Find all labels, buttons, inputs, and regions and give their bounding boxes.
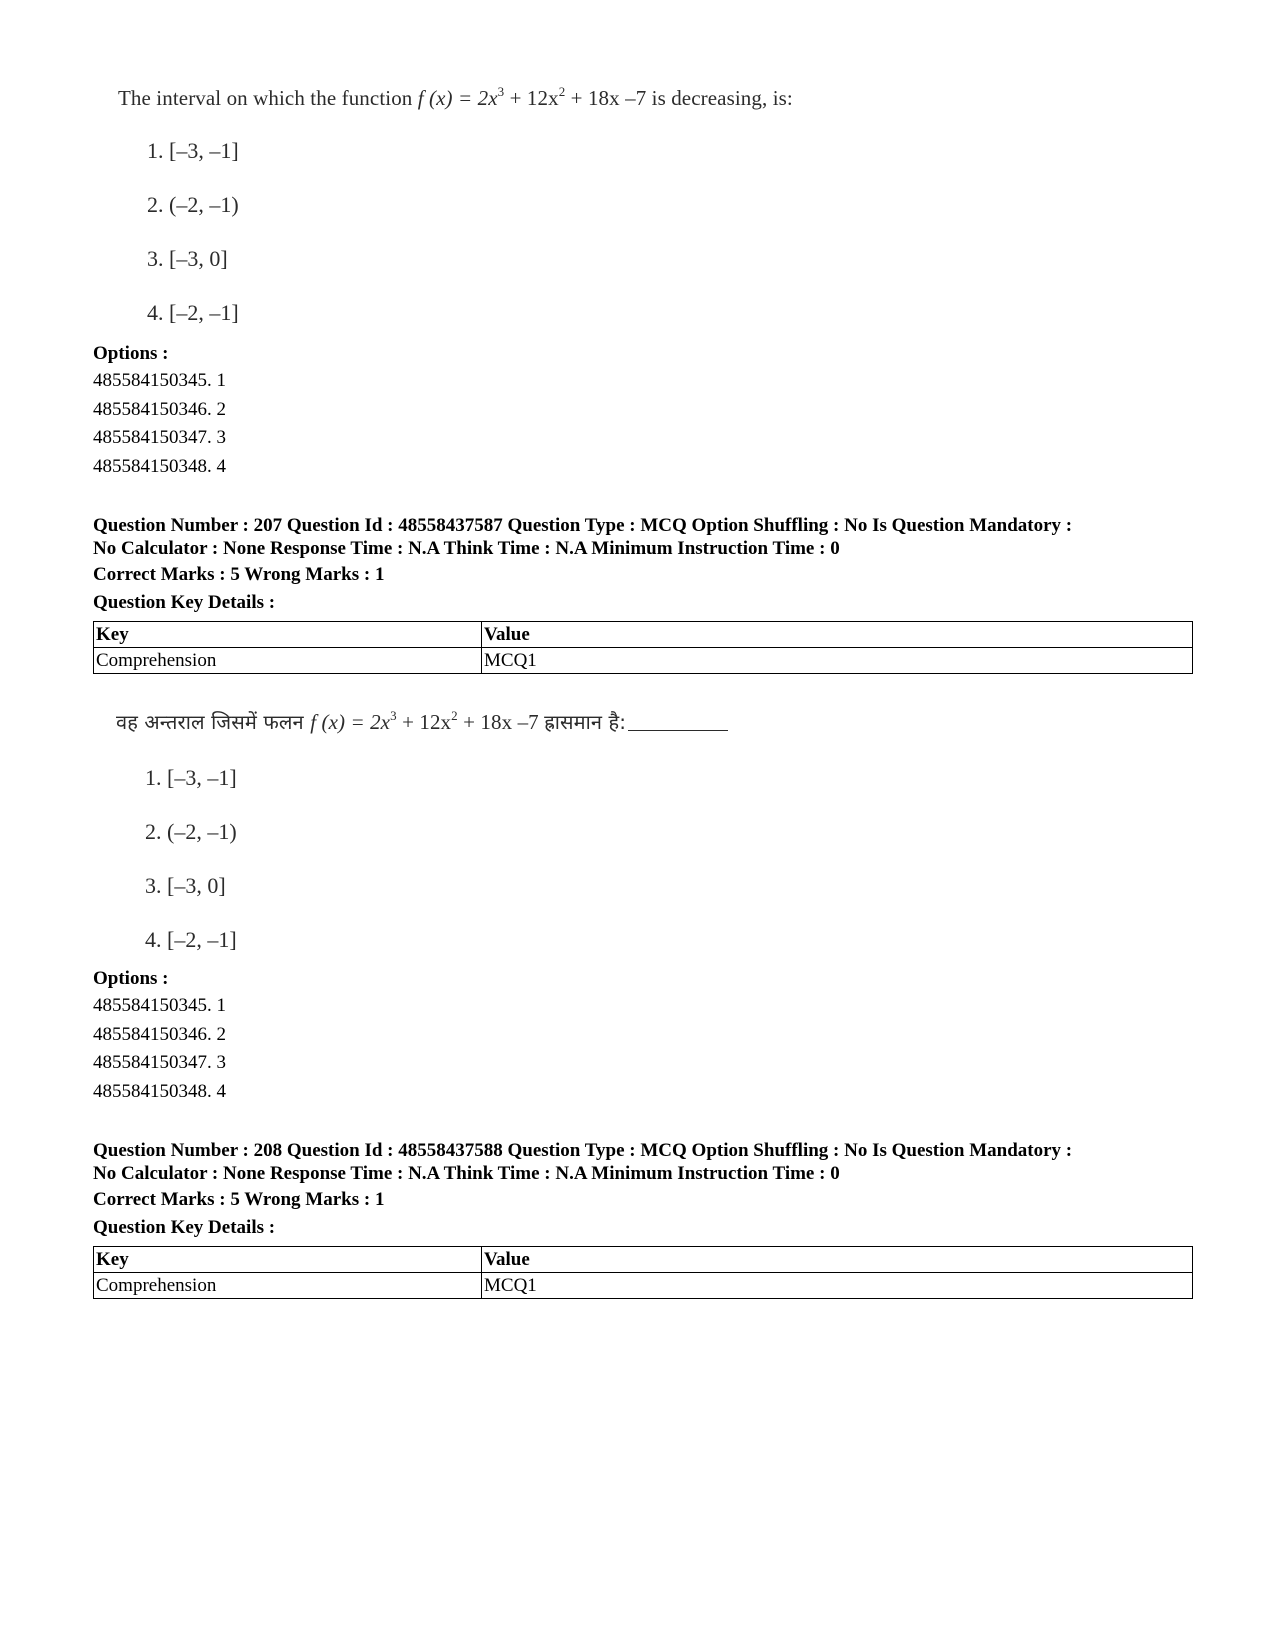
answer-blank bbox=[628, 730, 728, 731]
option-item: 485584150348. 4 bbox=[93, 1080, 226, 1102]
choice-item: 1. [–3, –1] bbox=[147, 138, 239, 163]
stem-function: f (x) = 2x bbox=[310, 710, 391, 734]
meta-line: Question Number : 207 Question Id : 48558437587 Question Type : MCQ Option Shuffling : No Is Question Mandatory : bbox=[93, 515, 1073, 536]
stem-term: + 12x bbox=[396, 710, 452, 734]
meta-line: No Calculator : None Response Time : N.A Think Time : N.A Minimum Instruction Time : 0 bbox=[93, 1162, 840, 1184]
stem-exponent: 2 bbox=[558, 84, 566, 99]
stem-text: ह्रासमान है: bbox=[544, 710, 627, 734]
choice-item: 4. [–2, –1] bbox=[145, 927, 237, 952]
table-header-row bbox=[94, 622, 1193, 648]
stem-term: + 18x –7 bbox=[457, 710, 545, 734]
meta-line: Question Number : 208 Question Id : 48558437588 Question Type : MCQ Option Shuffling : No Is Question Mandatory : bbox=[93, 1140, 1073, 1161]
stem-term: + 12x bbox=[504, 86, 559, 110]
table-cell-value: MCQ1 bbox=[482, 648, 1193, 674]
choice-item: 2. (–2, –1) bbox=[145, 819, 237, 844]
question-207-choices bbox=[145, 765, 728, 981]
option-item: 485584150346. 2 bbox=[93, 1023, 226, 1045]
option-item: 485584150347. 3 bbox=[93, 427, 226, 448]
options-list bbox=[93, 367, 226, 481]
option-item: 485584150345. 1 bbox=[93, 370, 226, 391]
stem-exponent: 3 bbox=[390, 708, 397, 723]
stem-text: The interval on which the function bbox=[118, 86, 418, 110]
option-item: 485584150347. 3 bbox=[93, 1052, 226, 1073]
table-header-row bbox=[94, 1247, 1193, 1273]
choice-item: 3. [–3, 0] bbox=[145, 873, 226, 898]
stem-exponent: 2 bbox=[451, 708, 458, 723]
meta-line: No Calculator : None Response Time : N.A Think Time : N.A Minimum Instruction Time : 0 bbox=[93, 537, 840, 559]
question-206-stem bbox=[118, 86, 793, 111]
table-header-value: Value bbox=[482, 1247, 1193, 1273]
stem-text: + 18x –7 is decreasing, is: bbox=[565, 86, 793, 110]
stem-function: f (x) = 2x bbox=[417, 86, 498, 110]
option-item: 485584150348. 4 bbox=[93, 455, 226, 477]
option-item: 485584150346. 2 bbox=[93, 398, 226, 420]
table-cell-key: Comprehension bbox=[94, 648, 482, 674]
option-item: 485584150345. 1 bbox=[93, 995, 226, 1016]
question-208-marks: Correct Marks : 5 Wrong Marks : 1 bbox=[93, 1189, 385, 1210]
options-heading: Options : bbox=[93, 968, 169, 989]
question-206-image bbox=[118, 86, 793, 354]
question-206-choices bbox=[147, 138, 793, 354]
choice-item: 1. [–3, –1] bbox=[145, 765, 237, 790]
options-list bbox=[93, 992, 226, 1106]
table-row bbox=[94, 1273, 1193, 1299]
table-header-key: Key bbox=[94, 1247, 482, 1273]
choice-item: 4. [–2, –1] bbox=[147, 300, 239, 325]
question-208-key-details-label: Question Key Details : bbox=[93, 1217, 276, 1238]
table-header-key: Key bbox=[94, 622, 482, 648]
choice-item: 3. [–3, 0] bbox=[147, 246, 228, 271]
options-heading: Options : bbox=[93, 343, 169, 364]
table-row bbox=[94, 648, 1193, 674]
question-207-meta bbox=[93, 515, 1203, 560]
table-header-value: Value bbox=[482, 622, 1193, 648]
question-207-image bbox=[116, 708, 728, 981]
table-cell-value: MCQ1 bbox=[482, 1273, 1193, 1299]
question-207-key-details-label: Question Key Details : bbox=[93, 592, 276, 613]
choice-item: 2. (–2, –1) bbox=[147, 192, 239, 217]
question-208-meta bbox=[93, 1140, 1203, 1185]
question-207-marks: Correct Marks : 5 Wrong Marks : 1 bbox=[93, 564, 385, 585]
question-208-key-table bbox=[93, 1246, 1193, 1299]
stem-text: वह अन्तराल जिसमें फलन bbox=[116, 710, 311, 734]
stem-exponent: 3 bbox=[497, 84, 505, 99]
question-207-stem bbox=[116, 708, 728, 735]
table-cell-key: Comprehension bbox=[94, 1273, 482, 1299]
question-207-key-table bbox=[93, 621, 1193, 674]
